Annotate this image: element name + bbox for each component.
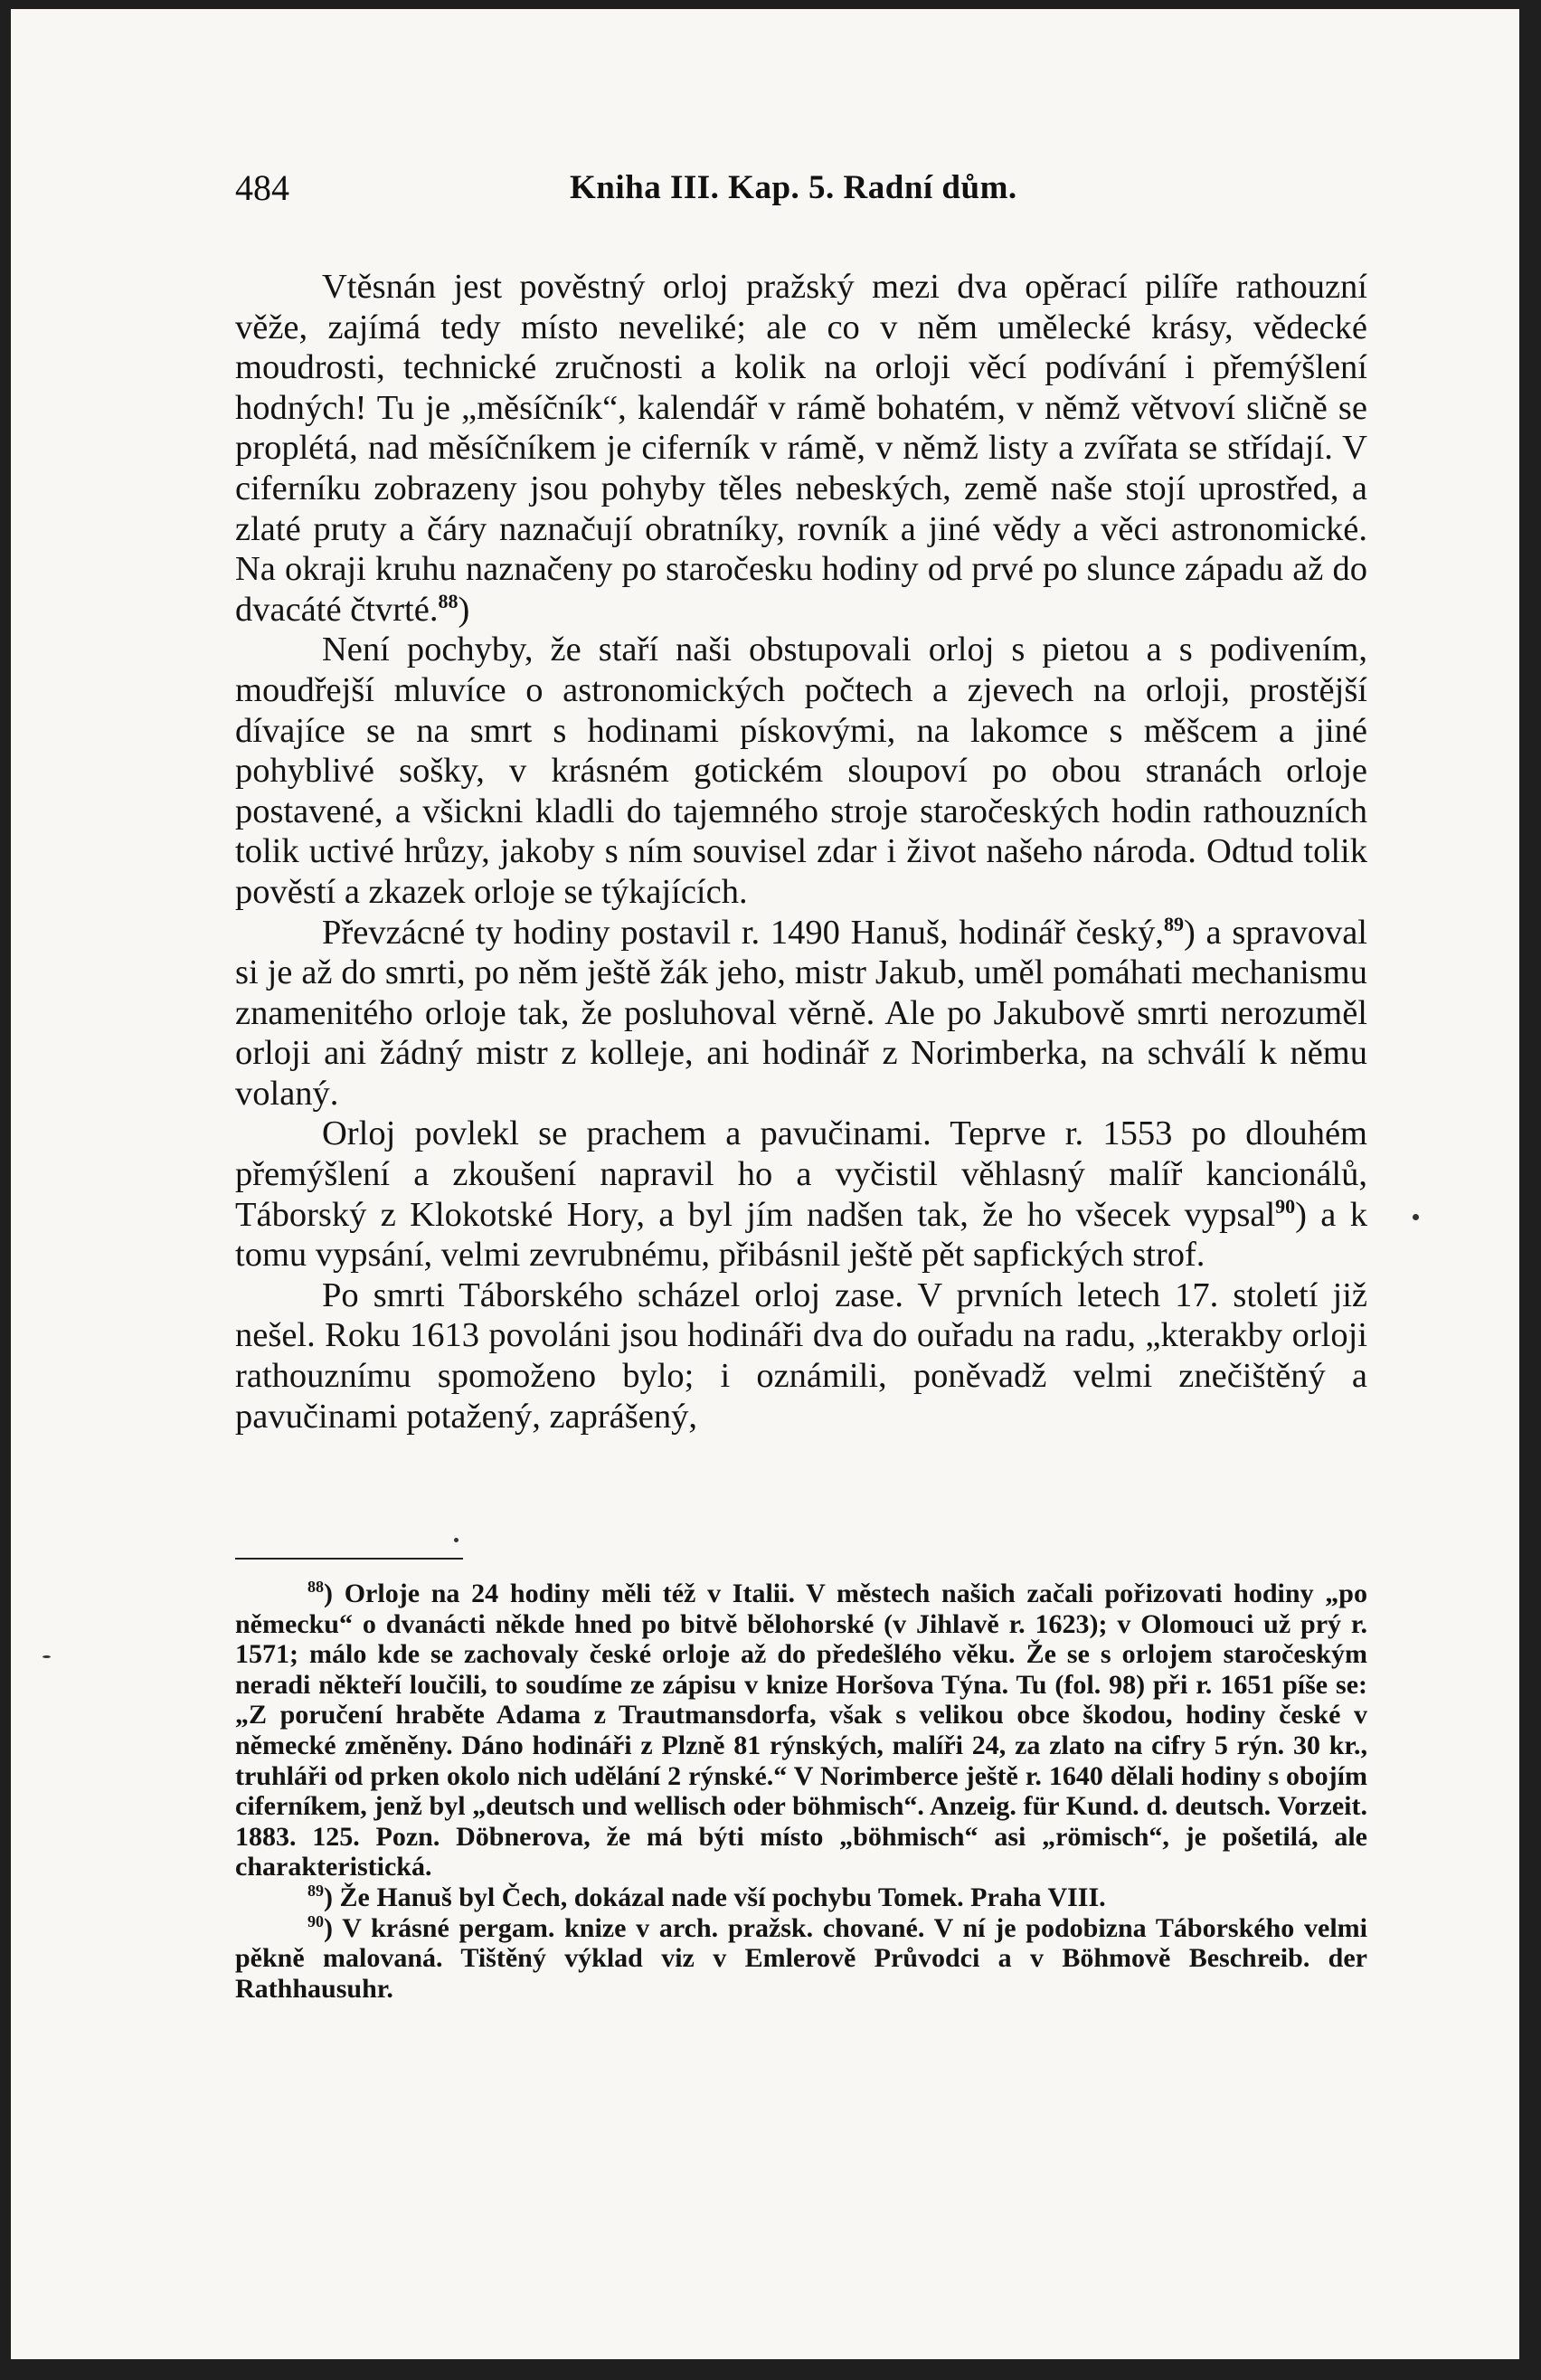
page-header [235, 166, 1366, 221]
paragraph: Převzácné ty hodiny postavil r. 1490 Hanuš, hodinář český,$^{89}$) a spravoval si je až do smrti, po něm ještě žák jeho, mistr Jakub, uměl pomáhati mechanismu znamenitého orloje tak, že posluhoval věrně. Ale po Jakubově smrti nerozuměl orloji ani žádný mistr z kolleje, ani hodinář z Norimberka, na schválí k němu volaný. [235, 912, 1367, 1113]
paragraph: Není pochyby, že staří naši obstupovali orloj s pietou a s podivením, moudřejší mluvíce o astronomických počtech a zjevech na orloji, prostější dívajíce se na smrt s hodinami pískovými, na lakomce s měšcem a jiné pohyblivé sošky, v krásném gotickém sloupoví po obou stranách orloje postavené, a všickni kladli do tajemného stroje staročeských hodin rathouzních tolik uctivé hrůzy, jakoby s ním souvisel zdar i život našeho národa. Odtud tolik pověstí a zkazek orloje se týkajících. [235, 631, 1367, 911]
ink-speck [454, 1538, 459, 1542]
running-head: Kniha III. Kap. 5. Radní dům. [570, 169, 1017, 206]
footnote-ref: 90 [1275, 1194, 1296, 1218]
footnote-mark: 89 [307, 1881, 324, 1900]
footnotes [235, 1579, 1367, 2004]
paragraph: Vtěsnán jest pověstný orloj pražský mezi dva opěrací pilíře rathouzní věže, zajímá tedy místo neveliké; ale co v něm umělecké krásy, vědecké moudrosti, technické zručnosti a kolik na orloji věcí podívání i přemýšlení hodných! Tu je „měsíčník“, kalendář v rámě bohatém, v němž větvoví sličně se proplétá, nad měsíčníkem je ciferník v rámě, v němž listy a zvířata se střídají. V ciferníku zobrazeny jsou pohyby těles nebeských, země naše stojí uprostřed, a zlaté pruty a čáry naznačují obratníky, rovník a jiné vědy a věci astronomické. Na okraji kruhu naznačeny po staročesku hodiny od prvé po slunce západu až do dvacáté čtvrté.$^{88}$) [235, 268, 1367, 629]
paragraph: Po smrti Táborského scházel orloj zase. V prvních letech 17. století již nešel. Roku 1613 povoláni jsou hodináři dva do ouřadu na radu, „kterakby orloji rathouznímu spomoženo bylo; i oznámili, poněvadž velmi znečištěný a pavučinami potažený, zaprášený, [235, 1275, 1367, 1436]
page-number: 484 [235, 167, 289, 208]
footnote-mark: 88 [307, 1578, 324, 1596]
footnote: $^{90}$) V krásné pergam. knize v arch. pražsk. chované. V ní je podobizna Táborského velmi pěkně malovaná. Tištěný výklad viz v Emlerově Průvodci a v Böhmově Beschreib. der Rathhausuhr. [235, 1911, 1367, 2004]
footnote-rule [235, 1558, 463, 1560]
book-page [11, 9, 1519, 2359]
footnote-mark: 90 [307, 1911, 324, 1930]
main-text [235, 267, 1367, 1437]
ink-speck [1413, 1214, 1419, 1220]
footnote: $^{88}$) Orloje na 24 hodiny měli též v Italii. V městech našich začali pořizovati hodiny „po německu“ o dvanácti někde hned po bitvě bělohorské (v Jihlavě r. 1623); v Olomouci už prý r. 1571; málo kde se zachovaly české orloje až do předešlého věku. Že se s orlojem staročeským neradi někteří loučili, to soudíme ze zápisu v knize Horšova Týna. Tu (fol. 98) při r. 1651 píše se: „Z poručení hraběte Adama z Trautmansdorfa, však s velikou obce škodou, hodiny české v německé změněny. Dáno hodináři z Plzně 81 rýnských, malíři 24, za zlato na cifry 5 rýn. 30 kr., truhláři od prken okolo nich udělání 2 rýnské.“ V Norimberce ještě r. 1640 dělali hodiny s obojím ciferníkem, jenž byl „deutsch und wellisch oder böhmisch“. Anzeig. für Kund. d. deutsch. Vorzeit. 1883. 125. Pozn. Döbnerova, že má býti místo „böhmisch“ asi „römisch“, je pošetilá, ale charakteristická. [235, 1578, 1367, 1882]
footnote-ref: 89 [1163, 912, 1184, 935]
footnote: $^{89}$) Že Hanuš byl Čech, dokázal nade vší pochybu Tomek. Praha VIII. [307, 1881, 1106, 1912]
paragraph: Orloj povlekl se prachem a pavučinami. Teprve r. 1553 po dlouhém přemýšlení a zkoušení napravil ho a vyčistil věhlasný malíř kancionálů, Táborský z Klokotské Hory, a byl jím nadšen tak, že ho všecek vypsal$^{90}$) a k tomu vypsání, velmi zevrubnému, přibásnil ještě pět sapfických strof. [235, 1114, 1367, 1275]
ink-speck [43, 1655, 51, 1658]
footnote-ref: 88 [438, 589, 459, 612]
